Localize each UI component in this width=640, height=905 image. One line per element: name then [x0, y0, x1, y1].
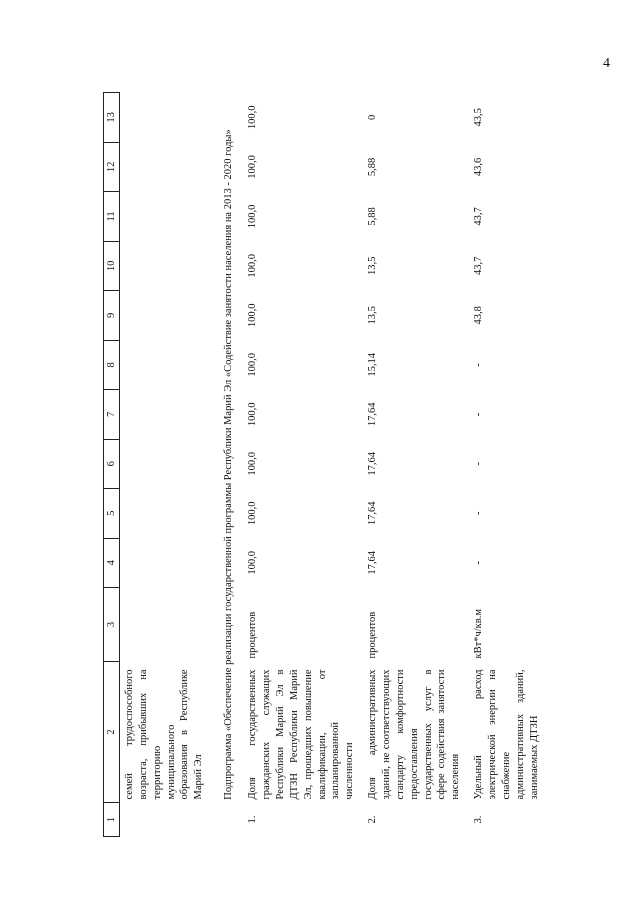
row-value: 100,0 [247, 155, 259, 179]
row-name: Доля административных зданий, не соответствующих стандарту комфортности предоставления государственных услуг в сфере содействия занятости населения [367, 669, 462, 800]
column-header: 7 [104, 390, 120, 439]
indicators-table [103, 92, 547, 837]
column-header: 6 [104, 439, 120, 488]
row-number: 3. [473, 815, 485, 824]
column-header: 11 [104, 192, 120, 241]
subprogram-title: Подпрограмма «Обеспечение реализации государственной программы Республики Марий Эл «Содействие занятости населения на 2013 - 2020 годы» [223, 129, 235, 800]
row-number: 1. [247, 815, 259, 824]
table-row [363, 93, 469, 837]
row-value: 5,88 [367, 157, 379, 177]
subprogram-row [212, 93, 243, 837]
row-value: - [473, 363, 485, 367]
row-value: 100,0 [247, 451, 259, 476]
row-unit: процентов [247, 611, 259, 659]
continued-row-name: семей трудоспособного возраста, прибывших на территорию муниципального образования в Республике Марий Эл [124, 669, 205, 800]
row-value: 43,5 [473, 108, 485, 127]
table-row [243, 93, 363, 837]
row-name: Доля государственных гражданских служащих Республики Марий Эл в ДТЗН Республики Марий Эл, прошедших повышение квалификации, от запланированной численности [247, 669, 356, 800]
row-value: 17,64 [367, 451, 379, 476]
row-value: 100,0 [247, 254, 259, 278]
row-value: 15,14 [367, 353, 379, 377]
column-header: 3 [104, 588, 120, 662]
row-value: 100,0 [247, 303, 259, 328]
row-value: 0 [367, 114, 379, 120]
column-header: 9 [104, 291, 120, 340]
row-value: 100,0 [247, 353, 259, 377]
row-value: 13,5 [367, 306, 379, 325]
row-value: 100,0 [247, 550, 259, 575]
row-value: 43,8 [473, 306, 485, 325]
row-value: 100,0 [247, 204, 259, 229]
row-value: - [473, 511, 485, 516]
row-value: 17,64 [367, 550, 379, 575]
column-header: 2 [104, 662, 120, 803]
page-number: 4 [603, 56, 610, 71]
column-header: 8 [104, 340, 120, 389]
row-value: 13,5 [367, 256, 379, 276]
row-value: - [473, 462, 485, 466]
table-row [469, 93, 547, 837]
column-header: 1 [104, 803, 120, 837]
continued-row [120, 93, 213, 837]
column-header: 5 [104, 489, 120, 538]
row-value: 100,0 [247, 402, 259, 427]
row-value: 100,0 [247, 501, 259, 526]
column-header: 13 [104, 93, 120, 143]
column-header: 12 [104, 142, 120, 191]
rotated-page-content [103, 87, 540, 837]
column-header: 4 [104, 538, 120, 587]
row-value: 43,7 [473, 207, 485, 226]
row-number: 2. [367, 815, 379, 824]
column-header: 10 [104, 241, 120, 290]
row-value: 17,64 [367, 402, 379, 427]
row-unit: кВт*ч/кв.м [473, 609, 485, 659]
row-value: - [473, 412, 485, 417]
row-value: 43,6 [473, 157, 485, 177]
row-value: 17,64 [367, 501, 379, 526]
row-value: - [473, 561, 485, 565]
row-value: 100,0 [247, 105, 259, 130]
row-value: 5,88 [367, 207, 379, 226]
row-name: Удельный расход электрической энергии на снабжение административных зданий, занимаемых ДТЗН [473, 669, 540, 800]
row-unit: процентов [367, 611, 379, 659]
row-value: 43,7 [473, 256, 485, 276]
header-row [104, 93, 120, 837]
